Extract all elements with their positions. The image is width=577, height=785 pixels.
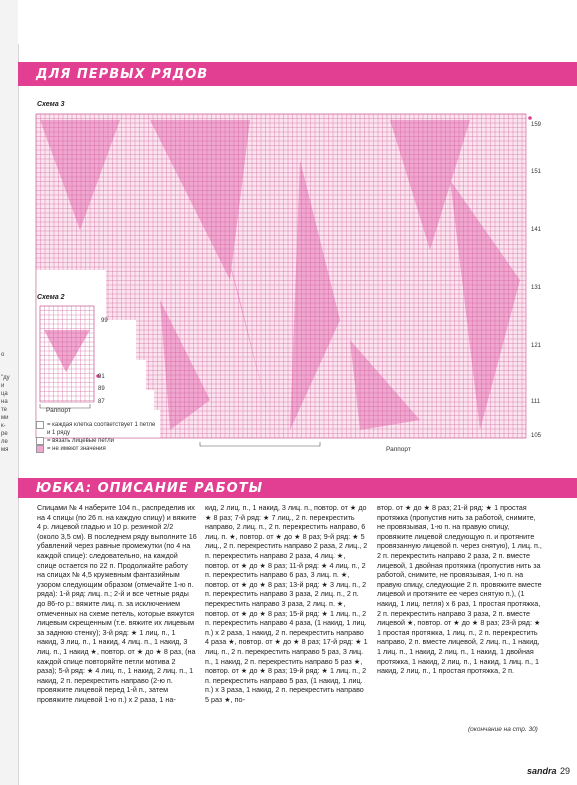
gutter-fragment: ми — [1, 415, 9, 421]
section-banner — [18, 478, 577, 498]
scheme3-row-label: 159 — [531, 122, 542, 128]
gutter-fragment: к- — [1, 423, 6, 429]
gutter-fragment: о — [1, 352, 5, 358]
section-title: ДЛЯ ПЕРВЫХ РЯДОВ — [36, 66, 209, 82]
section-title: ЮБКА: ОПИСАНИЕ РАБОТЫ — [36, 480, 264, 496]
scheme3-left-row-label: 99 — [101, 318, 108, 324]
scheme3-marker-dot — [528, 116, 532, 120]
legend-text: = вязать лицевые петли — [47, 438, 114, 444]
scheme2-label: Схема 2 — [37, 294, 65, 301]
scheme3-rapport-bracket — [200, 442, 320, 446]
scheme3-label: Схема 3 — [37, 101, 65, 108]
legend-swatch — [36, 437, 44, 445]
scheme3-row-label: 141 — [531, 227, 542, 233]
legend-item — [36, 445, 156, 453]
legend-text: = не имеют значения — [47, 446, 106, 452]
scheme3-row-label: 121 — [531, 343, 542, 349]
legend-swatch — [36, 445, 44, 453]
legend — [36, 421, 156, 453]
body-column-2: кид, 2 лиц. п., 1 накид, 3 лиц. п., повтор. от ★ до ★ 8 раз; 7-й ряд: ★ 7 лиц., 2 п. перекрестить направо, 2 лиц. п., 2 п. перекрестить направо, 6 лиц. п. ★, повтор. от ★ до ★ 8 раз; 9-й ряд: ★ 5 лиц., 2 п. перекрестить направо 2 раза, 2 лиц., 2 п. перекрестить направо 2 раза, 4 лиц. ★, повтор. от ★ до ★ 8 раз; 11-й ряд: ★ 4 лиц. п., 2 п. перекрестить направо 6 раз, 3 лиц. п. ★, повтор. от ★ до ★ 8 раз; 13-й ряд: ★ 3 лиц. п., 2 п. перекрестить направо 3 раза, 2 лиц. п., 2 п. перекрестить направо 3 раза, 2 лиц. п. ★, повтор. от ★ до ★ 8 раз; 15-й ряд: ★ 1 лиц. п., 2 п. перекрестить направо 4 раза, (1 накид, 1 лиц. п.) x 2 раза, 1 накид, 2 п. перекрестить направо 4 раза ★, повтор. от ★ до ★ 8 раз; 17-й ряд: ★ 1 лиц. п., 2 п. перекрестить направо 5 раз, 3 лиц. п., 1 накид, 2 п. перекрестить направо 5 раз ★, повтор. от ★ до ★ 8 раз; 19-й ряд: ★ 1 лиц. п., 2 п. перекрестить направо 5 раз, (1 накид, 1 лиц. п.) x 3 раза, 1 накид, 2 п. перекрестить направо 5 раз ★, по- — [205, 503, 368, 704]
scheme3-rapport: Раппорт — [386, 446, 411, 453]
scheme2-row-label: 89 — [98, 386, 105, 392]
legend-text: = каждая клетка соответствует 1 петле и 1 ряду — [47, 422, 156, 436]
gutter-fragment: ца — [1, 391, 8, 397]
gutter-fragment: ре — [1, 431, 8, 437]
scheme3-row-label: 111 — [531, 399, 541, 405]
scheme3-row-label: 151 — [531, 169, 542, 175]
scheme2-row-label: 91 — [98, 374, 105, 380]
gutter-fragment: и — [1, 383, 5, 389]
legend-swatch — [36, 421, 44, 429]
gutter-fragment: ле — [1, 439, 8, 445]
page-number: 29 — [560, 766, 571, 776]
gutter-fragment: на — [1, 399, 8, 405]
body-column-3: втор. от ★ до ★ 8 раз; 21-й ряд: ★ 1 простая протяжка (пропустив нить за работой, снимите, не провязывая, 1-ю п. на правую спицу, провяжите лицевой следующую п. и протяните провязанную лицевой п. через снятую), 1 лиц. п., 2 п. перекрестить направо 2 раза, 2 п. вместе лицевой, 1 двойная протяжка (пропустив нить за работой, снимите, не провязывая, 1-ю п. на правую спицу, следующие 2 п. провяжите вместе лицевой и протяните ее через снятую п.), (1 накид, 1 лиц. петля) x 6 раз, 1 простая протяжка, 2 п. перекрестить направо 3 раза, 2 п. вместе лицевой ★, повтор. от ★ до ★ 8 раз; 23-й ряд: ★ 1 простая протяжка, 1 лиц. п., 2 п. перекрестить направо, 2 п. вместе лицевой, 2 лиц. п., 1 накид, 1 лиц. п., 1 накид, 2 лиц. п., 1 накид, 1 двойная протяжка, 1 накид, 2 лиц. п., 1 накид, 1 лиц. п., 1 накид, 2 лиц. п., 1 простая протяжка, 2 п. — [377, 503, 542, 676]
scheme3-row-label: 131 — [531, 285, 542, 291]
body-column-1: Спицами № 4 наберите 104 п., распределив их на 4 спицы (по 26 п. на каждую спицу) и вяжите 4 р. лицевой гладью и 10 р. резинкой 2/2 (около 3,5 см). В последнем ряду выполните 16 убавлений через равные промежутки (по 4 на каждой спице): следовательно, на каждой спице остается по 22 п. Продолжайте работу на спицах № 4,5 кружевным фантазийным узором следующим образом (отмечайте 1-ю п. ряда): 1-й ряд: лиц. п.; 2-й и все четные ряды до 86-го р.: вяжите лиц. п. за исключением отмеченных на схеме петель, которые вяжутся лицевым скрещенным (т.е. вяжите их лицевым за заднюю стенку); 3-й ряд: ★ 1 лиц. п., 1 накид, 3 лиц. п., 1 накид, 4 лиц. п., 1 накид, 3 лиц. п., 1 накид ★, повтор. от ★ до ★ 8 раз, (на каждой спице повторяйте петли мотива 2 раза); 5-й ряд: ★ 4 лиц. п., 1 накид, 2 лиц. п., 1 накид, 2 п. перекрестить направо (2-ю п. провяжите лицевой перед 1-й п., затем провяжите лицевой 1-ю п.) x 2 раза, 1 на- — [37, 503, 197, 704]
gutter-fragment: те — [1, 407, 8, 413]
gutter-fragment: "ду — [1, 375, 10, 381]
legend-item — [36, 421, 156, 437]
scheme3-row-label: 105 — [531, 433, 542, 439]
gutter-fragment: мя — [1, 447, 9, 453]
continued-note: (окончание на стр. 30) — [468, 726, 538, 733]
scheme2-row-label: 87 — [98, 399, 105, 405]
scheme2-rapport: Раппорт — [46, 407, 71, 414]
magazine-brand: sandra — [527, 766, 557, 776]
legend-item — [36, 437, 156, 445]
